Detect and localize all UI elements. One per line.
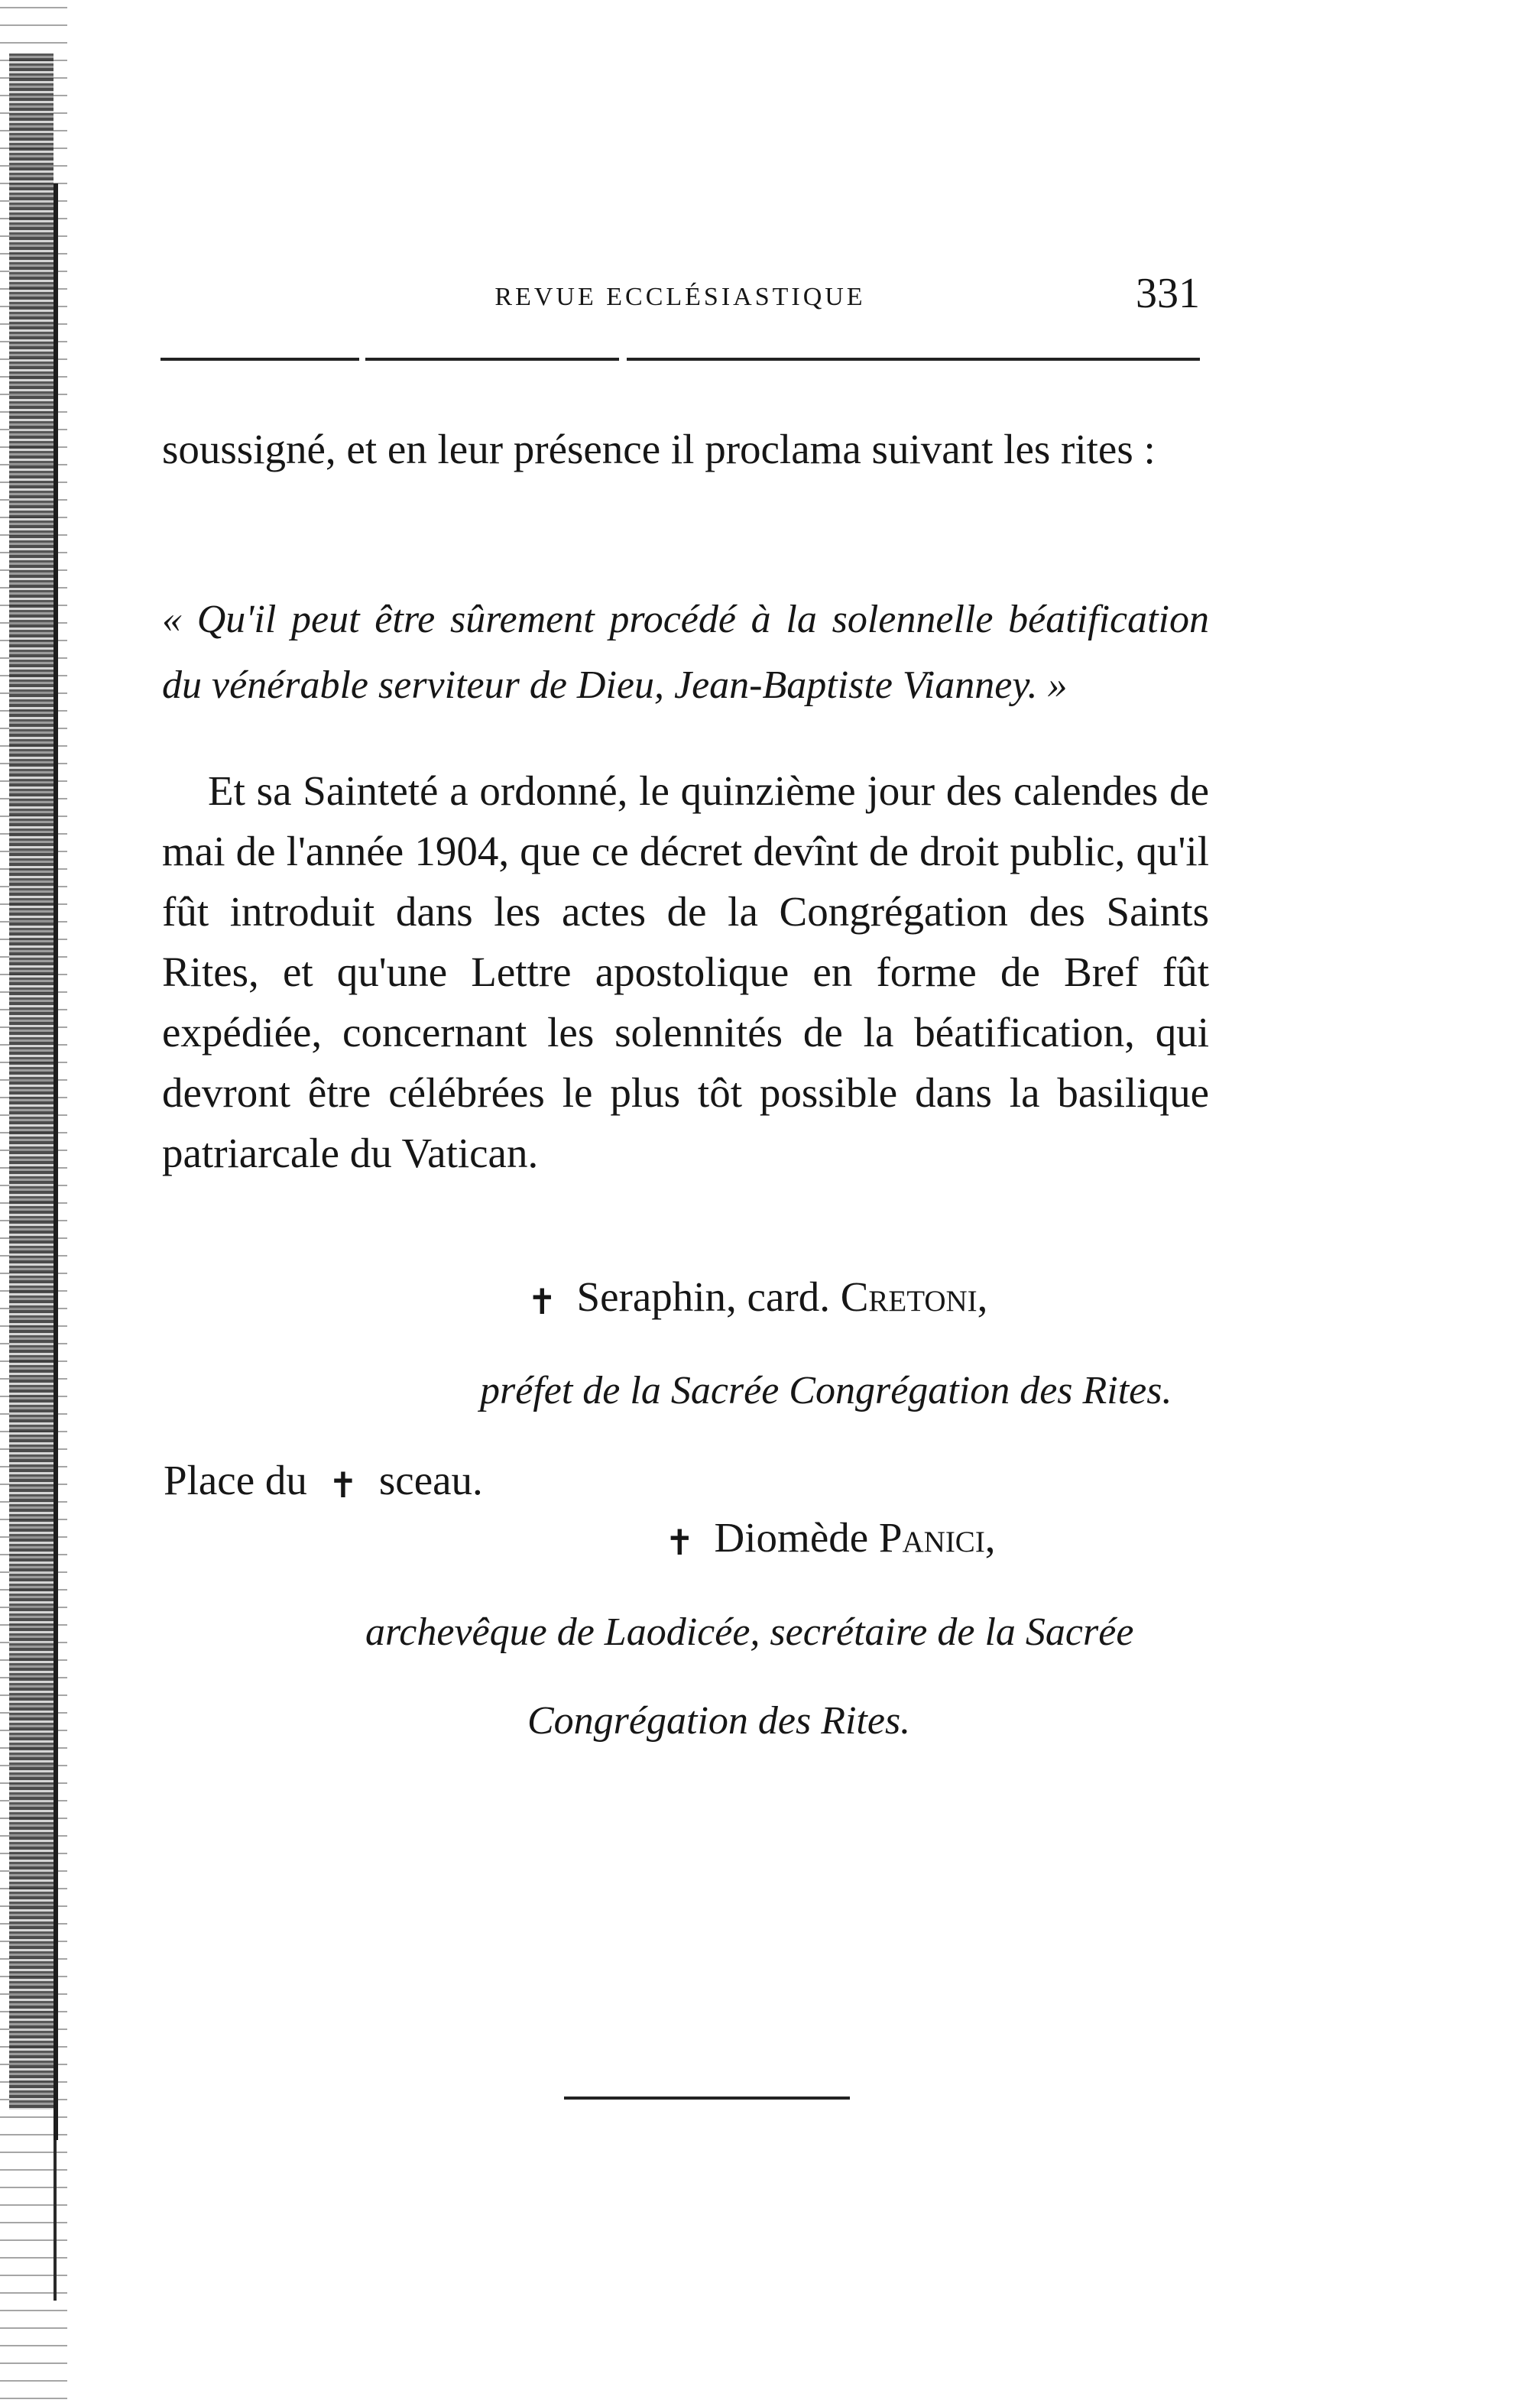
signature-1-surname: Cretoni, [840,1273,988,1320]
signature-2-title-line2: Congrégation des Rites. [527,1699,911,1743]
seal-note-before: Place du [164,1457,307,1503]
signature-2-title-line1: archevêque de Laodicée, secrétaire de la Sacrée [365,1610,1134,1654]
header-rule [160,358,1200,361]
signature-1-name: Seraphin, card. [576,1273,841,1320]
signature-1 [527,1273,987,1321]
running-head [160,269,1200,323]
paragraph-2 [162,760,1209,1183]
seal-note-after: sceau. [378,1457,483,1503]
signature-2 [665,1513,996,1561]
page-binding-edge [0,0,67,2403]
seal-note [164,1456,483,1504]
paragraph-2-text: Et sa Sainteté a ordonné, le quinzième jour des calendes de mai de l'année 1904, que ce décret devînt de droit public, qu'il fût introduit dans les actes de la Congrégation des Saints Rites, et qu'une Lettre apostolique en forme de Bref fût expédiée, concernant les solennités de la béatification, qui devront être célébrées le plus tôt possible dans la basilique patriarcale du Vatican. [162,767,1209,1176]
quoted-decree-text: « Qu'il peut être sûrement procédé à la solennelle béatification du vénérable serviteur de Dieu, Jean-Baptiste Vianney. » [162,598,1209,707]
signature-2-surname: Panici, [878,1514,996,1561]
signature-2-name: Diomède [714,1514,879,1561]
quoted-decree [162,547,1209,758]
signature-1-title: préfet de la Sacrée Congrégation des Rites. [480,1369,1172,1412]
end-rule [564,2097,850,2100]
page-binding-tail [53,2140,57,2301]
paragraph-1-text: soussigné, et en leur présence il proclama suivant les rites : [162,426,1156,472]
running-title: REVUE ECCLÉSIASTIQUE [494,283,866,311]
cross-icon: ✝ [665,1522,695,1563]
page-number: 331 [1136,270,1200,317]
paragraph-1 [162,419,1209,479]
cross-icon: ✝ [527,1281,557,1322]
cross-icon: ✝ [328,1464,358,1506]
